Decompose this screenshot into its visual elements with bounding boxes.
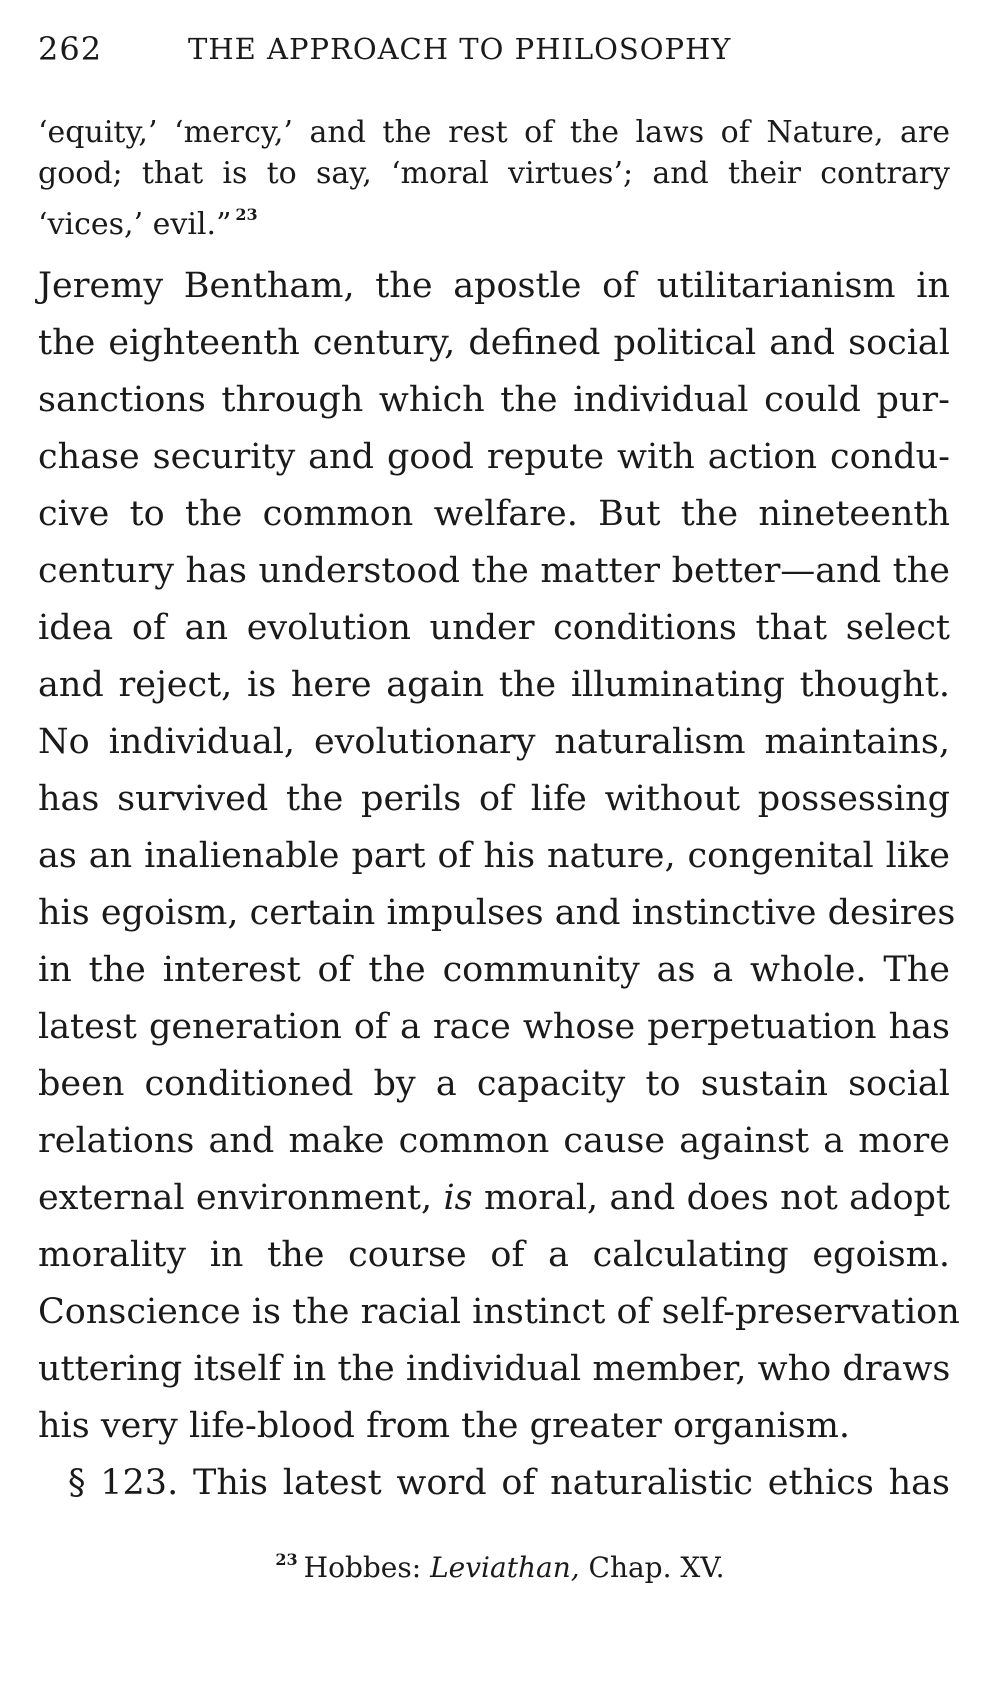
footnote-reference: 23 — [235, 205, 258, 224]
body-text-span: external environment, — [38, 1178, 433, 1218]
block-quote — [38, 112, 950, 245]
body-line: morality in the course of a calculating egoism. — [38, 1235, 950, 1275]
page-header — [38, 30, 938, 70]
body-line: as an inalienable part of his nature, congenital like — [38, 836, 950, 876]
body-line: No individual, evolutionary naturalism maintains, — [38, 722, 950, 762]
quote-line — [38, 194, 950, 245]
footnote-mark: 23 — [275, 1550, 298, 1569]
body-line: his very life-blood from the greater organism. — [38, 1406, 851, 1446]
body-text-span: moral, and does not adopt — [483, 1178, 950, 1218]
footnote-author: Hobbes: — [303, 1551, 422, 1584]
body-line: chase security and good repute with action condu- — [38, 437, 950, 477]
section-123-line: § 123. This latest word of naturalistic ethics has — [68, 1463, 950, 1503]
body-line: Jeremy Bentham, the apostle of utilitarianism in — [38, 266, 950, 306]
body-line: in the interest of the community as a whole. The — [38, 950, 950, 990]
page-number: 262 — [38, 30, 103, 68]
body-paragraph — [38, 258, 960, 1512]
footnote-title: Leviathan, — [430, 1551, 580, 1584]
body-line: century has understood the matter better—and the — [38, 551, 950, 591]
body-line: cive to the common welfare. But the nineteenth — [38, 494, 950, 534]
body-line: idea of an evolution under conditions that select — [38, 608, 950, 648]
body-line: uttering itself in the individual member, who draws — [38, 1349, 951, 1389]
footnote-chapter: Chap. XV. — [588, 1551, 725, 1584]
body-line: latest generation of a race whose perpetuation has — [38, 1007, 950, 1047]
quote-line-text: ‘vices,’ evil.” — [38, 207, 232, 242]
running-title: THE APPROACH TO PHILOSOPHY — [188, 32, 732, 66]
italic-word: is — [443, 1178, 473, 1218]
body-line: relations and make common cause against a more — [38, 1121, 950, 1161]
body-line: his egoism, certain impulses and instinctive desires — [38, 893, 956, 933]
quote-line: ‘equity,’ ‘mercy,’ and the rest of the laws of Nature, are — [38, 115, 950, 150]
body-line: been conditioned by a capacity to sustain social — [38, 1064, 950, 1104]
quote-line: good; that is to say, ‘moral virtues’; and their contrary — [38, 156, 950, 191]
body-line — [38, 1170, 950, 1227]
body-line: the eighteenth century, defined political and social — [38, 323, 950, 363]
body-line: has survived the perils of life without possessing — [38, 779, 950, 819]
footnote — [0, 1550, 1000, 1584]
body-line: sanctions through which the individual could pur- — [38, 380, 950, 420]
body-line: and reject, is here again the illuminating thought. — [38, 665, 950, 705]
body-line: Conscience is the racial instinct of self-preservation — [38, 1292, 960, 1332]
